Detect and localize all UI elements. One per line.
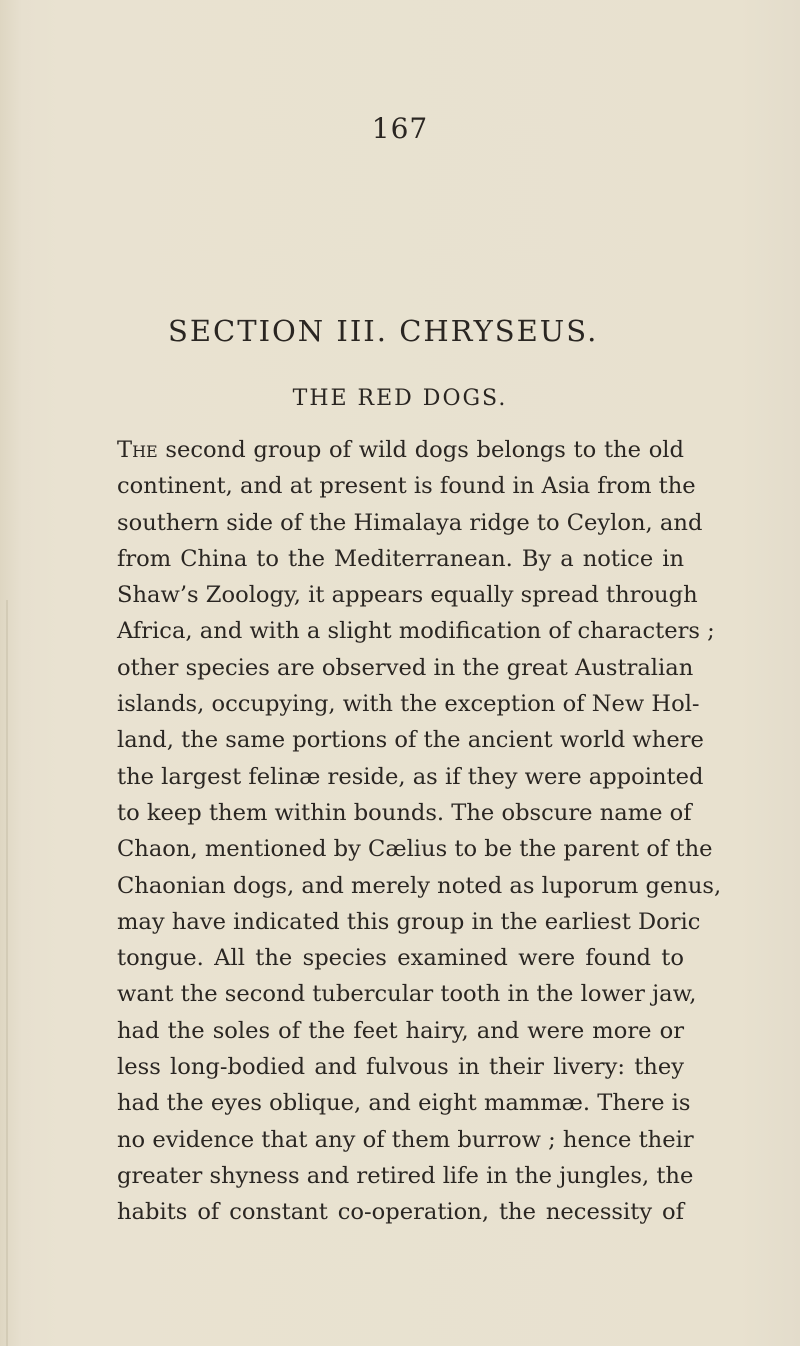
body-line: tongue. All the species examined were found to: [117, 945, 684, 972]
body-line: Shaw’s Zoology, it appears equally spread through: [117, 582, 698, 609]
page-number: 167: [371, 112, 429, 145]
section-subtitle: THE RED DOGS.: [292, 386, 508, 411]
body-line: from China to the Mediterranean. By a notice in: [117, 545, 684, 572]
body-line: [117, 432, 684, 468]
body-line: no evidence that any of them burrow ; hence their: [117, 1126, 694, 1153]
body-line: islands, occupying, with the exception of New Hol-: [117, 691, 700, 718]
body-line: the largest felinæ reside, as if they were appointed: [117, 763, 704, 790]
body-paragraph: [117, 432, 722, 1231]
body-line: greater shyness and retired life in the jungles, the: [117, 1162, 694, 1189]
body-line: Chaonian dogs, and merely noted as luporum genus,: [117, 872, 722, 899]
body-line: habits of constant co-operation, the necessity of: [117, 1199, 684, 1226]
body-line: Chaon, mentioned by Cælius to be the parent of the: [117, 836, 713, 863]
body-line: had the eyes oblique, and eight mammæ. There is: [117, 1090, 691, 1117]
body-line: want the second tubercular tooth in the lower jaw,: [117, 981, 697, 1008]
body-line: Africa, and with a slight modification of characters ;: [117, 618, 715, 645]
page-gutter-shadow: [6, 600, 8, 1346]
section-title: SECTION III. CHRYSEUS.: [168, 314, 599, 348]
opening-word: The: [117, 437, 158, 463]
body-line: less long-bodied and fulvous in their livery: they: [117, 1054, 684, 1081]
body-line: had the soles of the feet hairy, and were more or: [117, 1017, 684, 1044]
body-line-text: second group of wild dogs belongs to the old: [157, 437, 684, 463]
body-line: may have indicated this group in the earliest Doric: [117, 908, 701, 935]
body-line: continent, and at present is found in Asia from the: [117, 473, 696, 500]
body-line: southern side of the Himalaya ridge to Ceylon, and: [117, 509, 703, 536]
body-line: land, the same portions of the ancient world where: [117, 727, 704, 754]
body-line: other species are observed in the great Australian: [117, 654, 694, 681]
body-line: to keep them within bounds. The obscure name of: [117, 799, 692, 826]
